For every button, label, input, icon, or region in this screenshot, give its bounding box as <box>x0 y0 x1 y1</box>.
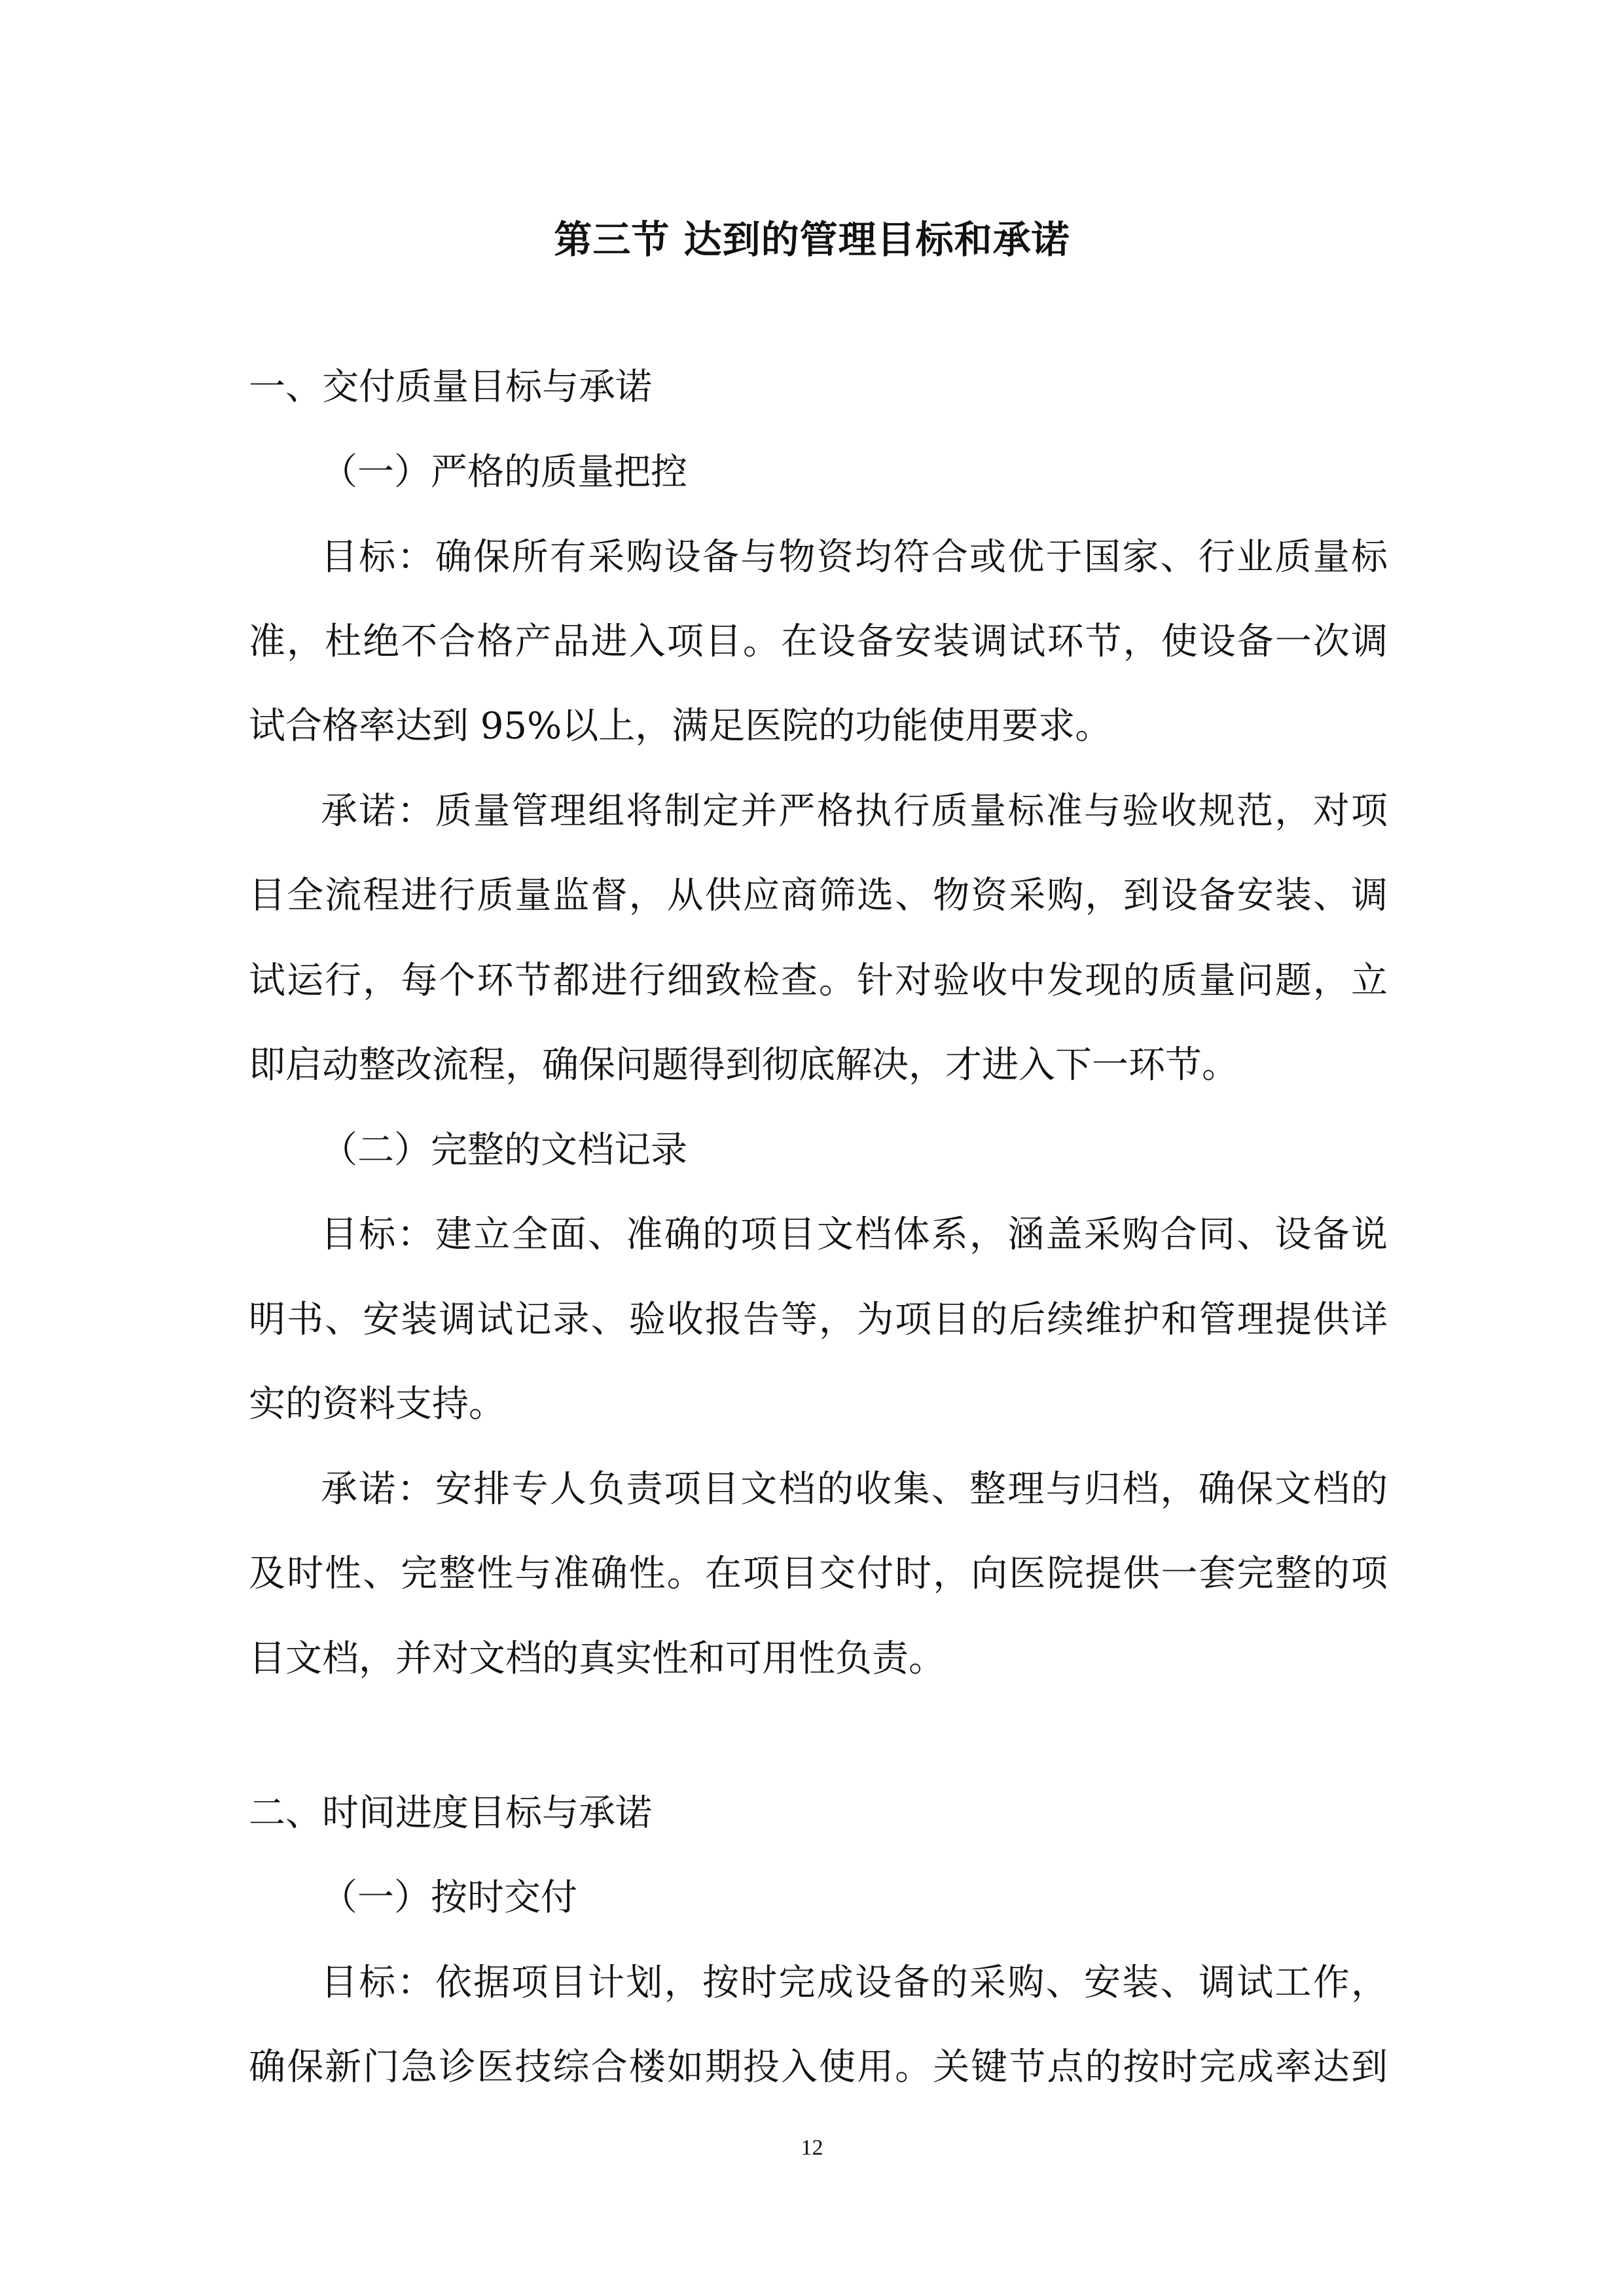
paragraph-line: 实的资料支持。 <box>249 1383 505 1426</box>
paragraph-line: 承诺：质量管理组将制定并严格执行质量标准与验收规范，对项 <box>321 790 1388 833</box>
section-heading: 二、时间进度目标与承诺 <box>249 1792 652 1835</box>
paragraph-line: 明书、安装调试记录、验收报告等，为项目的后续维护和管理提供详 <box>249 1299 1388 1341</box>
paragraph-line: 及时性、完整性与准确性。在项目交付时，向医院提供一套完整的项 <box>249 1552 1388 1595</box>
paragraph-line: 准，杜绝不合格产品进入项目。在设备安装调试环节，使设备一次调 <box>249 620 1388 663</box>
page-number: 12 <box>801 2136 823 2160</box>
subsection-heading: （一）严格的质量把控 <box>321 451 687 493</box>
subsection-heading: （一）按时交付 <box>321 1876 577 1919</box>
paragraph-line: 承诺：安排专人负责项目文档的收集、整理与归档，确保文档的 <box>321 1468 1388 1511</box>
section-heading: 一、交付质量目标与承诺 <box>249 366 652 408</box>
paragraph-line: 目标：确保所有采购设备与物资均符合或优于国家、行业质量标 <box>321 536 1388 579</box>
paragraph-line: 目标：建立全面、准确的项目文档体系，涵盖采购合同、设备说 <box>321 1213 1388 1256</box>
paragraph-line: 目全流程进行质量监督，从供应商筛选、物资采购，到设备安装、调 <box>249 874 1388 917</box>
paragraph-line: 目标：依据项目计划，按时完成设备的采购、安装、调试工作， <box>321 1962 1388 2004</box>
paragraph-line: 目文档，并对文档的真实性和可用性负责。 <box>249 1638 945 1680</box>
paragraph-line: 试合格率达到 95%以上，满足医院的功能使用要求。 <box>249 705 1112 747</box>
page-title: 第三节 达到的管理目标和承诺 <box>554 217 1070 262</box>
subsection-heading: （二）完整的文档记录 <box>321 1129 687 1172</box>
paragraph-line: 即启动整改流程，确保问题得到彻底解决，才进入下一环节。 <box>249 1044 1238 1086</box>
paragraph-line: 确保新门急诊医技综合楼如期投入使用。关键节点的按时完成率达到 <box>249 2046 1388 2089</box>
paragraph-line: 试运行，每个环节都进行细致检查。针对验收中发现的质量问题，立 <box>249 960 1388 1002</box>
